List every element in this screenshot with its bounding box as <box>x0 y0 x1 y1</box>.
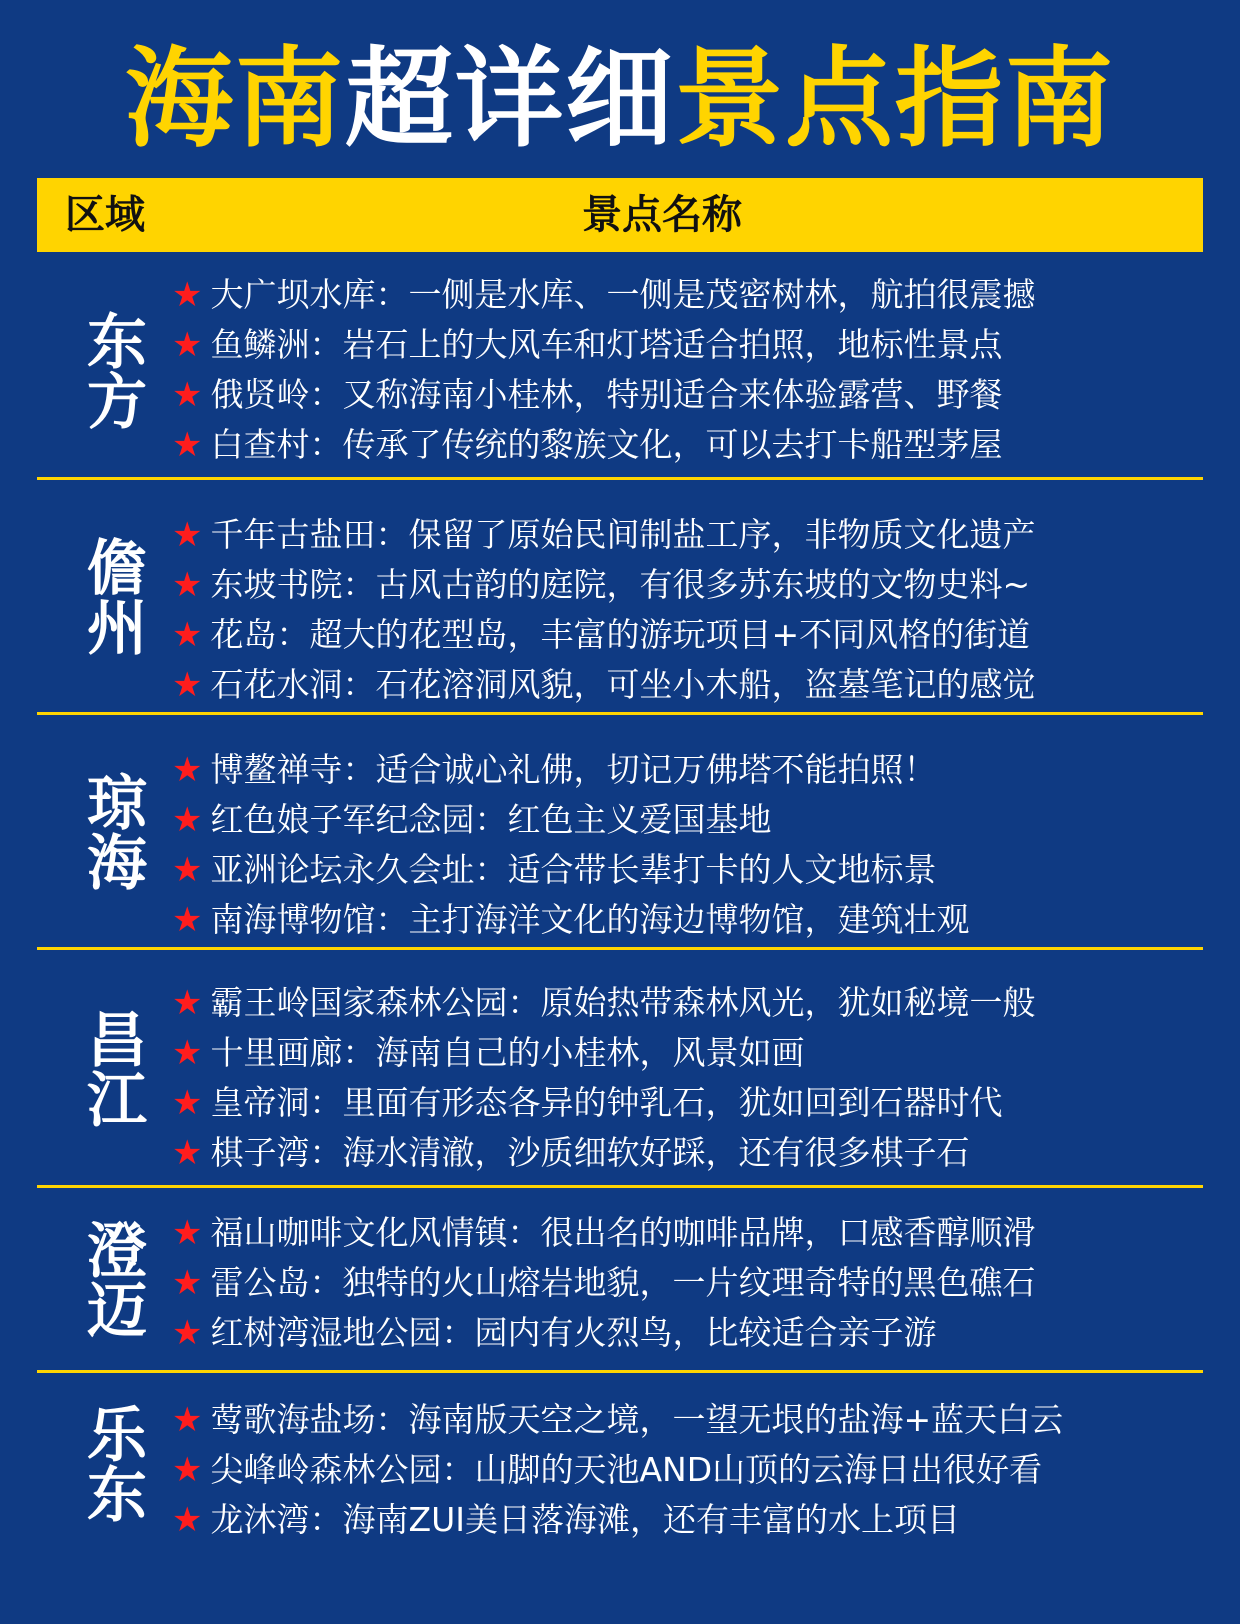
region-section <box>37 480 1203 712</box>
star-icon: ★ <box>172 850 203 890</box>
title-part-hainan: 海南 <box>124 37 345 162</box>
attraction-item <box>172 895 969 945</box>
star-icon: ★ <box>172 983 203 1023</box>
attraction-text: 亚洲论坛永久会址：适合带长辈打卡的人文地标景 <box>210 850 937 889</box>
region-label: 东方 <box>77 309 147 430</box>
region-label: 儋州 <box>77 536 147 656</box>
star-icon: ★ <box>172 325 203 365</box>
region-label: 琼海 <box>77 771 147 891</box>
star-icon: ★ <box>172 615 203 655</box>
star-icon: ★ <box>172 1213 203 1253</box>
attraction-text: 南海博物馆：主打海洋文化的海边博物馆，建筑壮观 <box>210 900 970 939</box>
attraction-item <box>172 1258 1035 1308</box>
attraction-text: 龙沐湾：海南ZUI美日落海滩，还有丰富的水上项目 <box>210 1500 960 1539</box>
star-icon: ★ <box>172 665 203 705</box>
attraction-list <box>172 1208 1035 1358</box>
region-section <box>37 715 1203 947</box>
star-icon: ★ <box>172 1500 203 1540</box>
region-section <box>37 262 1203 477</box>
star-icon: ★ <box>172 565 203 605</box>
attraction-text: 花岛：超大的花型岛，丰富的游玩项目+不同风格的街道 <box>210 615 1031 654</box>
header-attraction-name: 景点名称 <box>582 192 742 238</box>
star-icon: ★ <box>172 1083 203 1123</box>
attraction-item <box>172 745 969 795</box>
title-part-detailed: 超详细 <box>344 37 675 162</box>
attraction-text: 尖峰岭森林公园：山脚的天池AND山顶的云海日出很好看 <box>210 1450 1043 1489</box>
attraction-item <box>172 610 1035 660</box>
attraction-item <box>172 1308 1035 1358</box>
attraction-item <box>172 370 1035 420</box>
star-icon: ★ <box>172 1263 203 1303</box>
attraction-text: 皇帝洞：里面有形态各异的钟乳石，犹如回到石器时代 <box>210 1083 1003 1122</box>
attraction-text: 十里画廊：海南自己的小桂林，风景如画 <box>210 1033 805 1072</box>
attraction-text: 石花水洞：石花溶洞风貌，可坐小木船，盗墓笔记的感觉 <box>210 665 1036 704</box>
attraction-list <box>172 978 1035 1178</box>
attraction-item <box>172 795 969 845</box>
page-title <box>0 30 1240 170</box>
attraction-list <box>172 745 969 945</box>
attraction-text: 棋子湾：海水清澈，沙质细软好踩，还有很多棋子石 <box>210 1133 970 1172</box>
attraction-item <box>172 320 1035 370</box>
attraction-text: 俄贤岭：又称海南小桂林，特别适合来体验露营、野餐 <box>210 375 1003 414</box>
star-icon: ★ <box>172 1400 203 1440</box>
region-section <box>37 1188 1203 1370</box>
star-icon: ★ <box>172 275 203 315</box>
star-icon: ★ <box>172 900 203 940</box>
attraction-text: 霸王岭国家森林公园：原始热带森林风光，犹如秘境一般 <box>210 983 1036 1022</box>
region-label: 乐东 <box>77 1403 147 1523</box>
attraction-item <box>172 1028 1035 1078</box>
star-icon: ★ <box>172 1450 203 1490</box>
attraction-text: 红色娘子军纪念园：红色主义爱国基地 <box>210 800 772 839</box>
attraction-list <box>172 270 1035 470</box>
attraction-text: 福山咖啡文化风情镇：很出名的咖啡品牌，口感香醇顺滑 <box>210 1213 1036 1252</box>
attraction-text: 白查村：传承了传统的黎族文化，可以去打卡船型茅屋 <box>210 425 1003 464</box>
title-part-guide: 景点指南 <box>675 37 1116 162</box>
star-icon: ★ <box>172 1313 203 1353</box>
attraction-text: 千年古盐田：保留了原始民间制盐工序，非物质文化遗产 <box>210 515 1036 554</box>
attraction-item <box>172 420 1035 470</box>
region-label: 昌江 <box>77 1007 147 1128</box>
table-header <box>37 178 1203 252</box>
attraction-list <box>172 510 1035 710</box>
attraction-item <box>172 270 1035 320</box>
attraction-item <box>172 978 1035 1028</box>
attraction-item <box>172 1078 1035 1128</box>
region-label: 澄迈 <box>77 1219 147 1339</box>
attraction-item <box>172 560 1035 610</box>
attraction-text: 东坡书院：古风古韵的庭院，有很多苏东坡的文物史料~ <box>210 565 1031 604</box>
attraction-item <box>172 1445 1063 1495</box>
attraction-text: 大广坝水库：一侧是水库、一侧是茂密树林，航拍很震撼 <box>210 275 1036 314</box>
star-icon: ★ <box>172 1033 203 1073</box>
star-icon: ★ <box>172 750 203 790</box>
region-section <box>37 1373 1203 1553</box>
attraction-text: 雷公岛：独特的火山熔岩地貌，一片纹理奇特的黑色礁石 <box>210 1263 1036 1302</box>
attraction-text: 鱼鳞洲：岩石上的大风车和灯塔适合拍照，地标性景点 <box>210 325 1003 364</box>
attraction-list <box>172 1395 1063 1545</box>
attraction-item <box>172 1208 1035 1258</box>
star-icon: ★ <box>172 425 203 465</box>
star-icon: ★ <box>172 1133 203 1173</box>
region-section <box>37 950 1203 1185</box>
attraction-text: 莺歌海盐场：海南版天空之境，一望无垠的盐海+蓝天白云 <box>210 1400 1064 1439</box>
attraction-item <box>172 1495 1063 1545</box>
star-icon: ★ <box>172 515 203 555</box>
attraction-text: 红树湾湿地公园：园内有火烈鸟，比较适合亲子游 <box>210 1313 937 1352</box>
attraction-text: 博鳌禅寺：适合诚心礼佛，切记万佛塔不能拍照！ <box>210 750 937 789</box>
header-region: 区域 <box>65 192 145 238</box>
star-icon: ★ <box>172 375 203 415</box>
star-icon: ★ <box>172 800 203 840</box>
attraction-item <box>172 1395 1063 1445</box>
attraction-item <box>172 660 1035 710</box>
attraction-item <box>172 845 969 895</box>
attraction-item <box>172 510 1035 560</box>
attraction-item <box>172 1128 1035 1178</box>
